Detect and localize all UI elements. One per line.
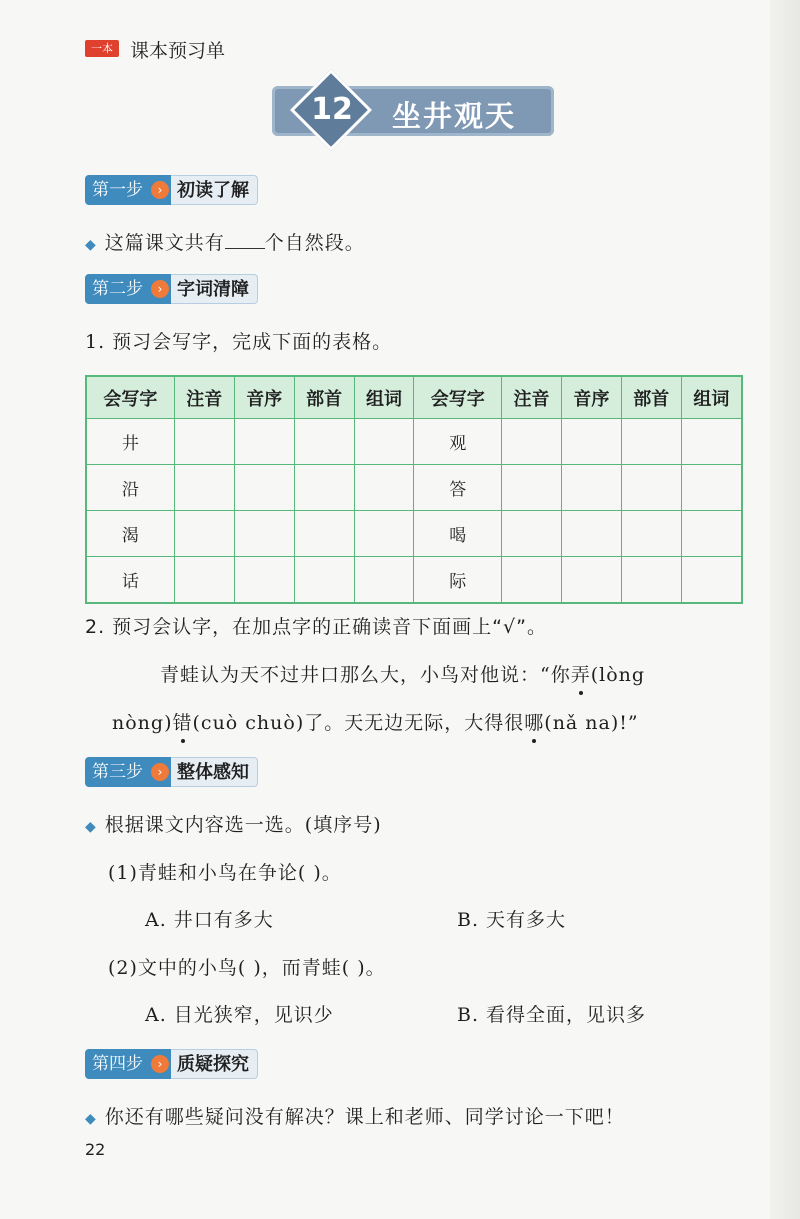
- character-cell: 答: [414, 465, 502, 511]
- answer-cell[interactable]: [234, 557, 294, 604]
- column-header: 音序: [561, 376, 621, 419]
- page-number: 22: [85, 1140, 106, 1159]
- step-label: 第二步: [85, 274, 149, 304]
- column-header: 会写字: [414, 376, 502, 419]
- answer-cell[interactable]: [621, 557, 681, 604]
- column-header: 会写字: [86, 376, 174, 419]
- column-header: 组词: [354, 376, 414, 419]
- answer-cell[interactable]: [294, 511, 354, 557]
- table-row: [86, 465, 742, 511]
- answer-cell[interactable]: [561, 419, 621, 465]
- answer-cell[interactable]: [354, 465, 414, 511]
- character-cell: 喝: [414, 511, 502, 557]
- option-a[interactable]: A. 目光狭窄，见识少: [145, 1004, 334, 1026]
- chevron-right-icon: ›: [151, 1055, 169, 1073]
- step-title: 整体感知: [171, 757, 258, 787]
- answer-cell[interactable]: [621, 465, 681, 511]
- column-header: 部首: [621, 376, 681, 419]
- answer-cell[interactable]: [621, 419, 681, 465]
- answer-cell[interactable]: [234, 419, 294, 465]
- column-header: 音序: [234, 376, 294, 419]
- column-header: 部首: [294, 376, 354, 419]
- answer-cell[interactable]: [681, 465, 742, 511]
- step-title: 质疑探究: [171, 1049, 258, 1079]
- step-4-prompt: ◆ 你还有哪些疑问没有解决？课上和老师、同学讨论一下吧！: [85, 1106, 625, 1128]
- passage-line-1: 青蛙认为天不过井口那么大，小鸟对他说：“你弄(lòng: [160, 660, 645, 687]
- diamond-bullet-icon: ◆: [85, 1111, 97, 1127]
- answer-cell[interactable]: [174, 465, 234, 511]
- option-b[interactable]: B. 看得全面，见识多: [457, 1004, 647, 1026]
- character-table: [85, 375, 743, 604]
- step-3-header: [85, 757, 258, 787]
- character-cell: 沿: [86, 465, 174, 511]
- step-1-header: [85, 175, 258, 205]
- step-title: 字词清障: [171, 274, 258, 304]
- step-2-header: [85, 274, 258, 304]
- dotted-char: 弄: [571, 660, 591, 687]
- answer-cell[interactable]: [561, 465, 621, 511]
- pinyin-option[interactable]: (cuò chuò)了。天无边无际，大得很: [192, 712, 525, 734]
- answer-cell[interactable]: [234, 511, 294, 557]
- answer-cell[interactable]: [354, 419, 414, 465]
- diamond-bullet-icon: ◆: [85, 237, 97, 253]
- option-b[interactable]: B. 天有多大: [457, 909, 567, 931]
- answer-blank[interactable]: [225, 230, 265, 249]
- answer-cell[interactable]: [561, 557, 621, 604]
- header-title: 课本预习单: [130, 40, 226, 62]
- step-3-question-1: (1)青蛙和小鸟在争论( )。: [108, 862, 342, 884]
- dotted-char: 哪: [524, 708, 544, 735]
- step-1-question: ◆ 这篇课文共有 个自然段。: [85, 232, 365, 254]
- step-3-prompt: ◆ 根据课文内容选一选。(填序号): [85, 814, 382, 836]
- step-2-question-2: 2. 预习会认字，在加点字的正确读音下面画上“√”。: [85, 616, 547, 638]
- diamond-bullet-icon: ◆: [85, 819, 97, 835]
- answer-cell[interactable]: [681, 419, 742, 465]
- page-edge: [770, 0, 800, 1219]
- answer-cell[interactable]: [354, 511, 414, 557]
- character-cell: 际: [414, 557, 502, 604]
- column-header: 组词: [681, 376, 742, 419]
- table-row: [86, 511, 742, 557]
- character-cell: 话: [86, 557, 174, 604]
- chevron-right-icon: ›: [151, 280, 169, 298]
- passage-line-2: [112, 708, 639, 735]
- step-4-header: [85, 1049, 258, 1079]
- answer-cell[interactable]: [502, 557, 562, 604]
- lesson-title: 坐井观天: [392, 99, 517, 133]
- dotted-char: 错: [173, 708, 193, 735]
- answer-cell[interactable]: [294, 557, 354, 604]
- pinyin-option[interactable]: (lòng: [590, 664, 646, 686]
- lesson-banner: [272, 86, 554, 136]
- pinyin-option[interactable]: (nǎ na)!”: [544, 712, 639, 734]
- answer-cell[interactable]: [174, 557, 234, 604]
- chevron-right-icon: ›: [151, 763, 169, 781]
- answer-cell[interactable]: [294, 465, 354, 511]
- answer-cell[interactable]: [174, 419, 234, 465]
- option-a[interactable]: A. 井口有多大: [145, 909, 274, 931]
- answer-cell[interactable]: [561, 511, 621, 557]
- character-cell: 井: [86, 419, 174, 465]
- answer-cell[interactable]: [502, 419, 562, 465]
- table-header-row: [86, 376, 742, 419]
- step-label: 第四步: [85, 1049, 149, 1079]
- brand-badge: 一本: [85, 40, 119, 57]
- answer-cell[interactable]: [681, 511, 742, 557]
- answer-cell[interactable]: [234, 465, 294, 511]
- step-label: 第一步: [85, 175, 149, 205]
- step-3-question-2: (2)文中的小鸟( )，而青蛙( )。: [108, 957, 386, 979]
- step-title: 初读了解: [171, 175, 258, 205]
- table-row: [86, 557, 742, 604]
- answer-cell[interactable]: [354, 557, 414, 604]
- step-2-question-1: 1. 预习会写字，完成下面的表格。: [85, 331, 393, 353]
- answer-cell[interactable]: [294, 419, 354, 465]
- answer-cell[interactable]: [502, 465, 562, 511]
- table-row: [86, 419, 742, 465]
- pinyin-option[interactable]: nòng): [112, 712, 173, 734]
- step-label: 第三步: [85, 757, 149, 787]
- character-cell: 渴: [86, 511, 174, 557]
- character-cell: 观: [414, 419, 502, 465]
- column-header: 注音: [174, 376, 234, 419]
- answer-cell[interactable]: [174, 511, 234, 557]
- column-header: 注音: [502, 376, 562, 419]
- answer-cell[interactable]: [502, 511, 562, 557]
- chevron-right-icon: ›: [151, 181, 169, 199]
- answer-cell[interactable]: [621, 511, 681, 557]
- answer-cell[interactable]: [681, 557, 742, 604]
- lesson-number: 12: [311, 92, 353, 127]
